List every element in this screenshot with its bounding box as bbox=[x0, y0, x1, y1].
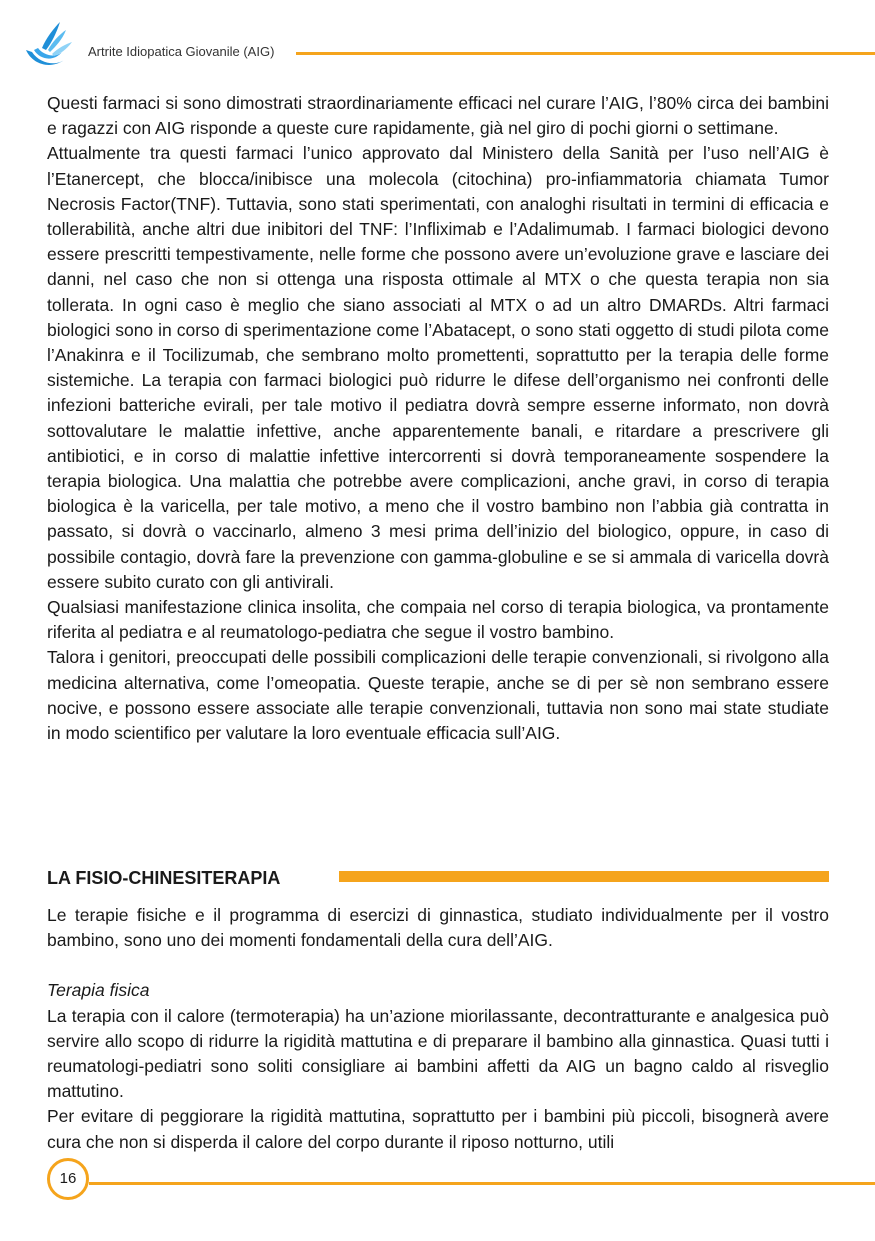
body-text bbox=[47, 91, 829, 746]
paragraph: Talora i genitori, preoccupati delle possibili complicazioni delle terapie convenzionali, si rivolgono alla medicina alternativa, come l’omeopatia. Queste terapie, anche se di per sè non sembrano essere nocive, e possono essere associate alle terapie convenzionali, tuttavia non sono mai state studiate in modo scientifico per valutare la loro eventuale efficacia sull’AIG. bbox=[47, 647, 829, 744]
page-footer bbox=[0, 1158, 875, 1218]
section-intro: Le terapie fisiche e il programma di esercizi di ginnastica, studiato individualmente per il vostro bambino, sono uno dei momenti fondamentali della cura dell’AIG. bbox=[47, 905, 829, 951]
paragraph: Attualmente tra questi farmaci l’unico approvato dal Ministero della Sanità per l’uso nell’AIG è l’Etanercept, che blocca/inibisce una molecola (citochina) pro-infiammatoria chiamata Tumor Necrosis Factor(TNF). Tuttavia, sono stati sperimentati, con analoghi risultati in termini di efficacia e tollerabilità, anche altri due inibitori del TNF: l’Infliximab e l’Adalimumab. I farmaci biologici devono essere prescritti tempestivamente, nelle forme che possono avere un’evoluzione grave e lasciare dei danni, nel caso che non si ottenga una risposta ottimale al MTX o che questa terapia non sia tollerata. In ogni caso è meglio che siano associati al MTX o ad un altro DMARDs. Altri farmaci biologici sono in corso di sperimentazione come l’Abatacept, o sono stati oggetto di studi pilota come l’Anakinra e il Tocilizumab, che sembrano molto promettenti, soprattutto per la terapia delle forme sistemiche. La terapia con farmaci biologici può ridurre le difese dell’organismo nei confronti delle infezioni batteriche evirali, per tale motivo il pediatra dovrà sempre esserne informato, non dovrà sottovalutare le malattie infettive, anche apparentemente banali, e ritardare a prescrivere gli antibiotici, e in corso di malattie infettive intercorrenti si dovrà temporaneamente sospendere la terapia biologica. Una malattia che potrebbe avere complicazioni, anche gravi, in corso di terapia biologica è la varicella, per tale motivo, a meno che il vostro bambino non l’abbia già contratta in passato, si dovrà o vaccinarlo, almeno 3 mesi prima dell’inizio del biologico, oppure, in caso di possibile contagio, dovrà fare la prevenzione con gamma-globuline e se si ammala di varicella dovrà essere subito curato con gli antivirali. bbox=[47, 143, 829, 592]
section-heading-bar bbox=[339, 871, 829, 882]
section-body bbox=[47, 903, 829, 1155]
paragraph: Questi farmaci si sono dimostrati straordinariamente efficaci nel curare l’AIG, l’80% circa dei bambini e ragazzi con AIG risponde a queste cure rapidamente, già nel giro di pochi giorni o settimane. bbox=[47, 93, 829, 139]
page-number: 16 bbox=[47, 1158, 89, 1200]
header-rule bbox=[296, 52, 875, 55]
footer-rule bbox=[89, 1182, 875, 1185]
wave-logo-icon bbox=[22, 20, 74, 72]
paragraph: Per evitare di peggiorare la rigidità mattutina, soprattutto per i bambini più piccoli, bisognerà avere cura che non si disperda il calore del corpo durante il riposo notturno, utili bbox=[47, 1106, 829, 1152]
section-heading bbox=[47, 866, 829, 890]
paragraph: La terapia con il calore (termoterapia) ha un’azione miorilassante, decontratturante e analgesica può servire allo scopo di ridurre la rigidità mattutina e di preparare il bambino alla ginnastica. Quasi tutti i reumatologi-pediatri sono soliti consigliare ai bambini affetti da AIG un bagno caldo al risveglio mattutino. bbox=[47, 1005, 829, 1102]
subheading: Terapia fisica bbox=[47, 980, 150, 1001]
section-heading-label: LA FISIO-CHINESITERAPIA bbox=[47, 868, 281, 888]
document-title: Artrite Idiopatica Giovanile (AIG) bbox=[88, 44, 275, 59]
page-header bbox=[0, 0, 875, 80]
paragraph: Qualsiasi manifestazione clinica insolita, che compaia nel corso di terapia biologica, va prontamente riferita al pediatra e al reumatologo-pediatra che segue il vostro bambino. bbox=[47, 597, 829, 643]
